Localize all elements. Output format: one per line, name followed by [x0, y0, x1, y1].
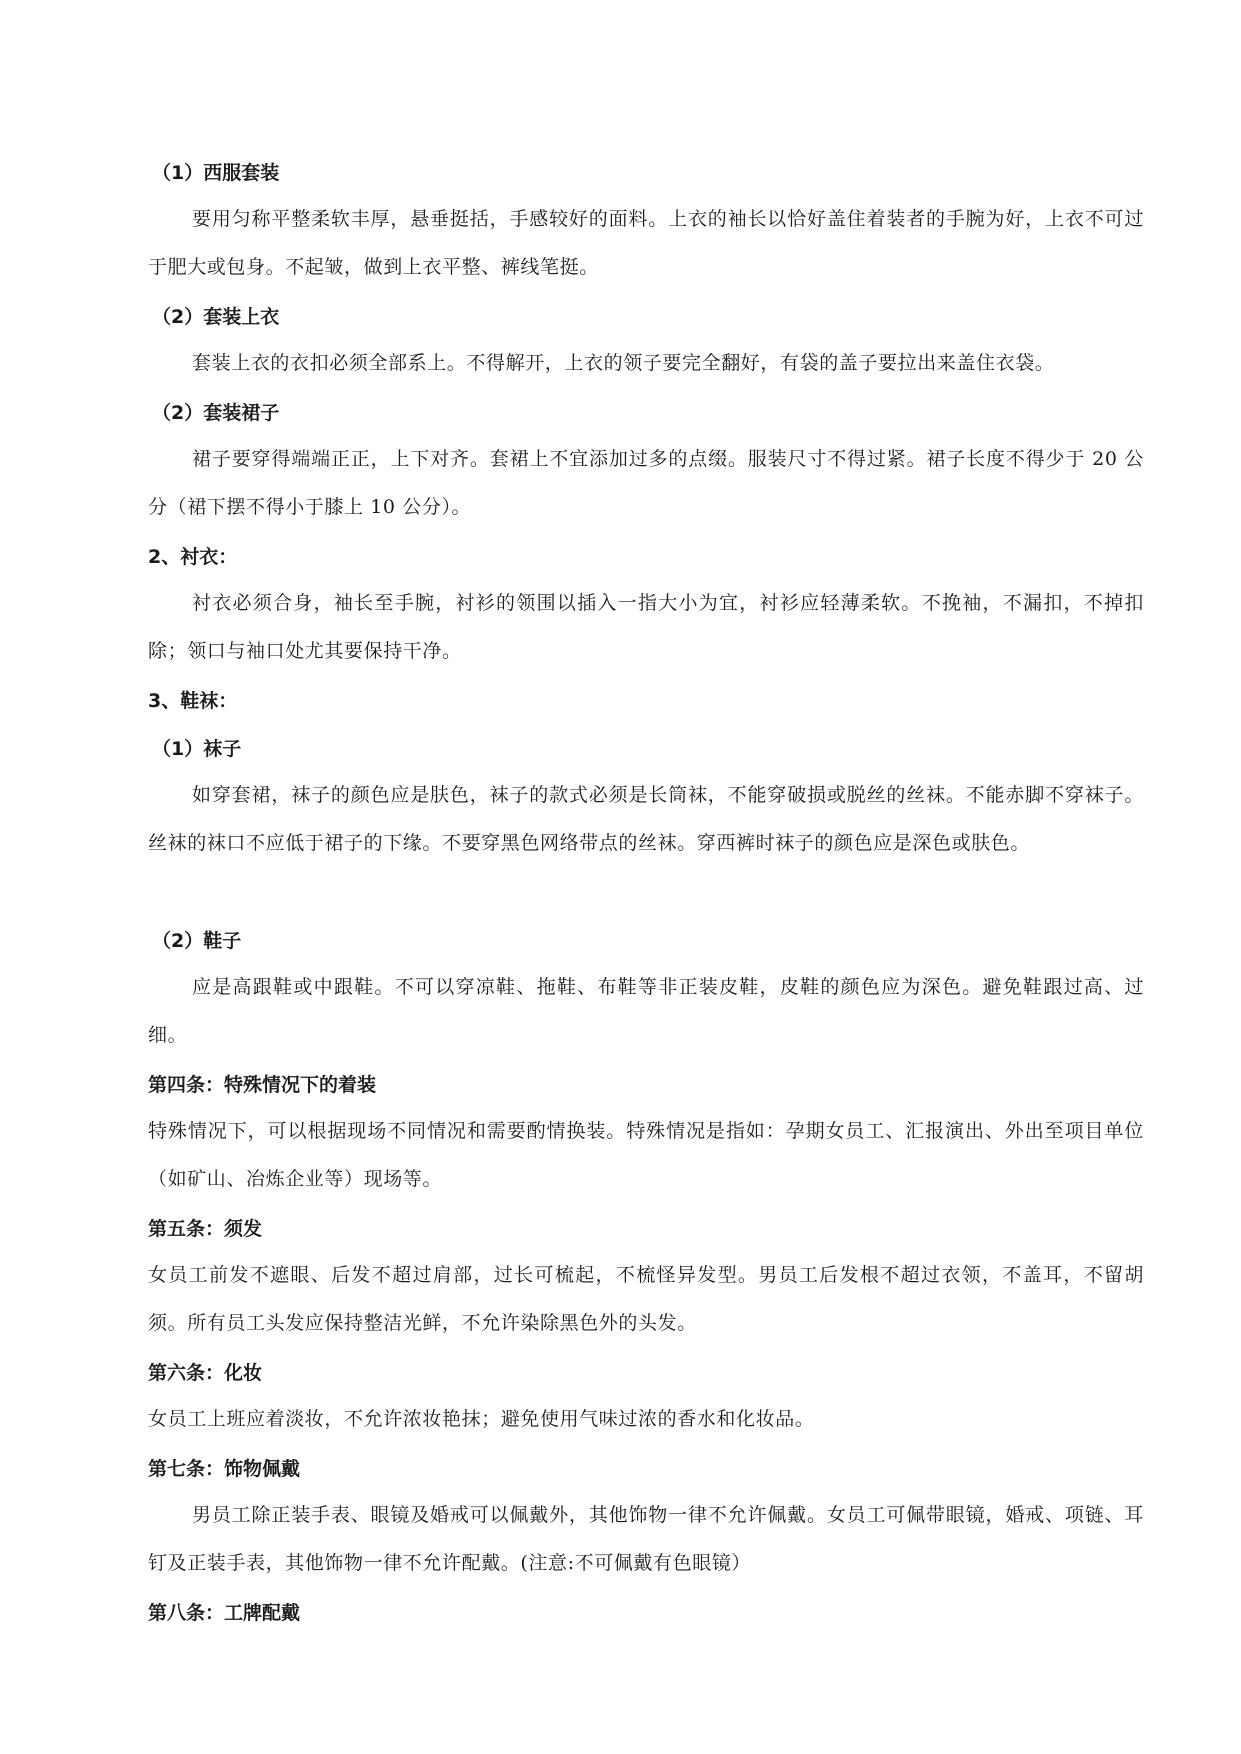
heading-article-7: 第七条：饰物佩戴	[148, 1458, 301, 1480]
heading-suit-set: （1）西服套装	[152, 162, 280, 184]
paragraph-article-6: 女员工上班应着淡妆，不允许浓妆艳抹；避免使用气味过浓的香水和化妆品。	[148, 1408, 815, 1430]
paragraph-shirt: 衬衣必须合身，袖长至手腕，衬衫的领围以插入一指大小为宜，衬衫应轻薄柔软。不挽袖，不漏扣，不掉扣除；领口与袖口处尤其要保持干净。	[148, 592, 1144, 662]
paragraph-suit-jacket: 套装上衣的衣扣必须全部系上。不得解开，上衣的领子要完全翻好，有袋的盖子要拉出来盖住衣袋。	[192, 352, 1055, 374]
heading-shoes-socks: 3、鞋袜：	[148, 690, 238, 712]
heading-article-6: 第六条：化妆	[148, 1362, 263, 1384]
paragraph-socks: 如穿套裙，袜子的颜色应是肤色，袜子的款式必须是长筒袜，不能穿破损或脱丝的丝袜。不能赤脚不穿袜子。丝袜的袜口不应低于裙子的下缘。不要穿黑色网络带点的丝袜。穿西裤时袜子的颜色应是深色或肤色。	[148, 784, 1144, 854]
paragraph-article-5: 女员工前发不遮眼、后发不超过肩部，过长可梳起，不梳怪异发型。男员工后发根不超过衣领，不盖耳，不留胡须。所有员工头发应保持整洁光鲜，不允许染除黑色外的头发。	[148, 1264, 1144, 1334]
paragraph-article-7: 男员工除正装手表、眼镜及婚戒可以佩戴外，其他饰物一律不允许佩戴。女员工可佩带眼镜，婚戒、项链、耳钉及正装手表，其他饰物一律不允许配戴。(注意:不可佩戴有色眼镜）	[148, 1504, 1144, 1574]
paragraph-shoes: 应是高跟鞋或中跟鞋。不可以穿凉鞋、拖鞋、布鞋等非正装皮鞋，皮鞋的颜色应为深色。避免鞋跟过高、过细。	[148, 976, 1144, 1046]
paragraph-article-4: 特殊情况下，可以根据现场不同情况和需要酌情换装。特殊情况是指如：孕期女员工、汇报演出、外出至项目单位（如矿山、冶炼企业等）现场等。	[148, 1120, 1144, 1190]
paragraph-suit-set: 要用匀称平整柔软丰厚，悬垂挺括，手感较好的面料。上衣的袖长以恰好盖住着装者的手腕为好，上衣不可过于肥大或包身。不起皱，做到上衣平整、裤线笔挺。	[148, 208, 1144, 278]
heading-shoes: （2）鞋子	[152, 930, 242, 952]
heading-article-5: 第五条：须发	[148, 1218, 263, 1240]
paragraph-suit-skirt: 裙子要穿得端端正正，上下对齐。套裙上不宜添加过多的点缀。服装尺寸不得过紧。裙子长度不得少于 20 公分（裙下摆不得小于膝上 10 公分）。	[148, 448, 1144, 518]
heading-suit-jacket: （2）套装上衣	[152, 306, 280, 328]
heading-suit-skirt: （2）套装裙子	[152, 402, 280, 424]
heading-socks: （1）袜子	[152, 738, 242, 760]
heading-shirt: 2、衬衣：	[148, 546, 238, 568]
heading-article-8: 第八条：工牌配戴	[148, 1602, 301, 1624]
heading-article-4: 第四条：特殊情况下的着装	[148, 1074, 377, 1096]
